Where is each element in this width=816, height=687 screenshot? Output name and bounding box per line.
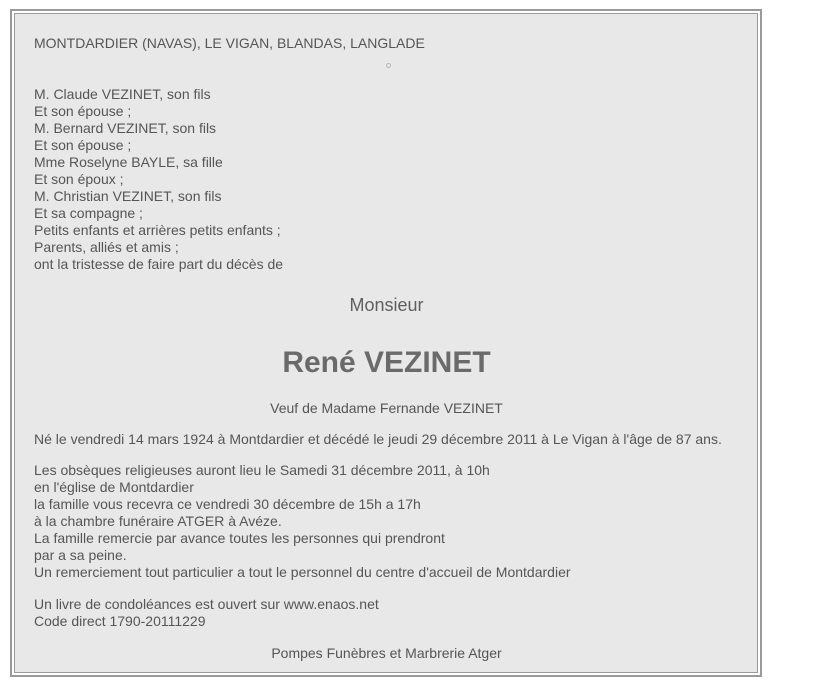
birth-death-line: Né le vendredi 14 mars 1924 à Montdardier et décédé le jeudi 29 décembre 2011 à Le Vigan à l'âge de 87 ans. xyxy=(34,431,722,447)
locations-line: MONTDARDIER (NAVAS), LE VIGAN, BLANDAS, LANGLADE xyxy=(34,35,425,51)
notice-frame xyxy=(10,9,762,677)
deceased-name: René VEZINET xyxy=(282,346,491,379)
family-line: M. Bernard VEZINET, son fils xyxy=(34,120,217,136)
family-line: Mme Roselyne BAYLE, sa fille xyxy=(34,154,223,170)
widow-of-line: Veuf de Madame Fernande VEZINET xyxy=(270,400,503,416)
funeral-line: Les obsèques religieuses auront lieu le Samedi 31 décembre 2011, à 10h xyxy=(34,462,490,478)
ornament-circle-icon xyxy=(386,63,391,68)
family-line: M. Christian VEZINET, son fils xyxy=(34,188,222,204)
family-line: Petits enfants et arrières petits enfants ; xyxy=(34,222,281,238)
funeral-line: en l'église de Montdardier xyxy=(34,479,194,495)
family-line: Et son époux ; xyxy=(34,171,124,187)
funeral-line: à la chambre funéraire ATGER à Avéze. xyxy=(34,513,282,529)
condolences-line: Un livre de condoléances est ouvert sur www.enaos.net xyxy=(34,596,379,612)
family-line: Et son épouse ; xyxy=(34,137,132,153)
funeral-line: par a sa peine. xyxy=(34,547,127,563)
funeral-details xyxy=(34,462,571,581)
family-line: Parents, alliés et amis ; xyxy=(34,239,179,255)
notice-panel xyxy=(14,13,758,673)
condolences-code: Code direct 1790-20111229 xyxy=(34,613,206,629)
funeral-home-signature: Pompes Funèbres et Marbrerie Atger xyxy=(271,645,502,661)
funeral-line: la famille vous recevra ce vendredi 30 décembre de 15h a 17h xyxy=(34,496,421,512)
family-line: Et son épouse ; xyxy=(34,103,132,119)
family-line: ont la tristesse de faire part du décès de xyxy=(34,256,284,272)
funeral-line: La famille remercie par avance toutes les personnes qui prendront xyxy=(34,530,445,546)
family-line: Et sa compagne ; xyxy=(34,205,143,221)
deceased-title: Monsieur xyxy=(349,295,424,315)
family-list xyxy=(34,86,283,273)
family-line: M. Claude VEZINET, son fils xyxy=(34,86,211,102)
condolences-info xyxy=(34,596,379,630)
funeral-line: Un remerciement tout particulier a tout le personnel du centre d'accueil de Montdardier xyxy=(34,564,571,580)
